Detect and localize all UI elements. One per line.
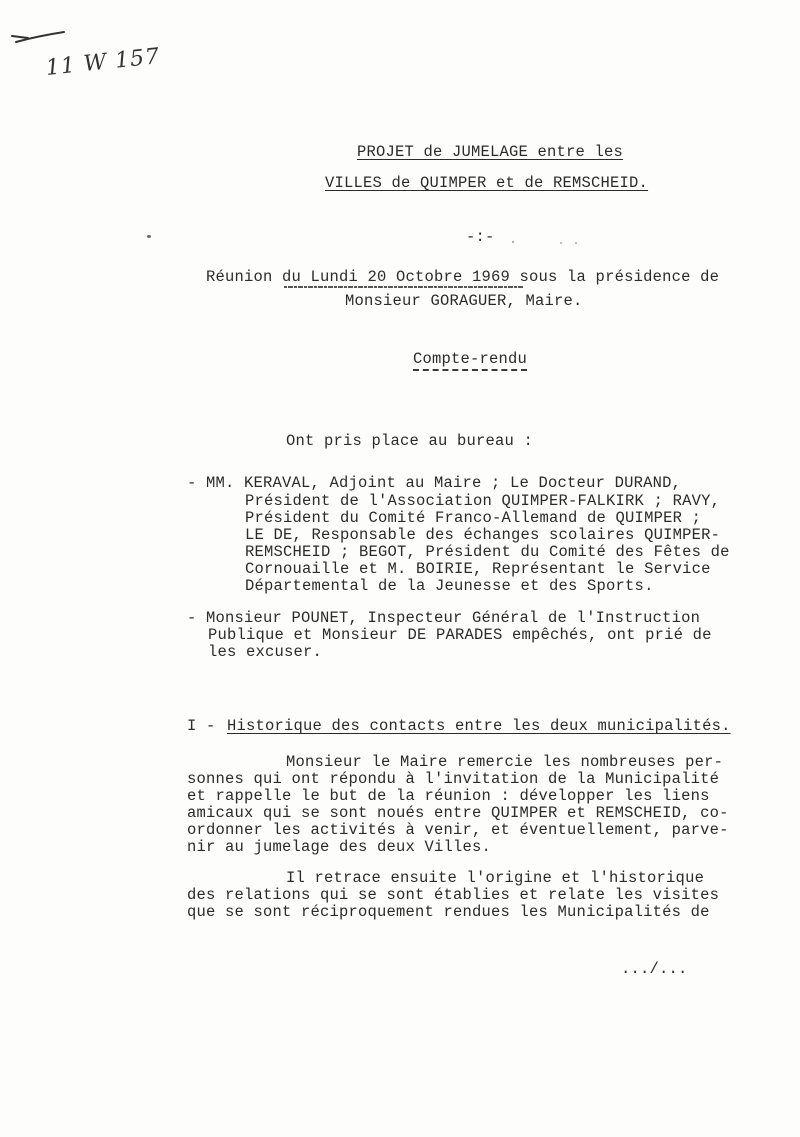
section-1-p1-line-5: ordonner les activités à venir, et éventuellement, parve- (187, 821, 729, 839)
attendees-item-2-line-2: Publique et Monsieur DE PARADES empêchés, ont prié de (208, 626, 712, 644)
meeting-line-2: Monsieur GORAGUER, Maire. (345, 292, 583, 310)
ink-speck (575, 242, 577, 244)
ink-speck (560, 242, 562, 244)
report-heading (413, 350, 527, 368)
ink-speck (512, 241, 514, 243)
continuation-mark: .../... (621, 960, 688, 978)
attendees-item-2-line-1: - Monsieur POUNET, Inspecteur Général de l'Instruction (187, 609, 701, 627)
section-1-p2-line-1: Il retrace ensuite l'origine et l'historique (286, 869, 705, 887)
separator: -:- (466, 228, 495, 246)
meeting-line-1: Réunion du Lundi 20 Octobre 1969 sous la présidence de (206, 268, 720, 286)
section-1-number: I - (187, 717, 216, 735)
ink-speck (147, 235, 151, 238)
report-heading-text: Compte-rendu (413, 350, 527, 371)
attendees-item-1-line-3: Président du Comité Franco-Allemand de QUIMPER ; (245, 509, 702, 527)
section-1-p1-line-6: nir au jumelage des deux Villes. (187, 838, 492, 856)
section-1-p1-line-2: sonnes qui ont répondu à l'invitation de la Municipalité (187, 770, 720, 788)
bureau-intro: Ont pris place au bureau : (286, 432, 534, 450)
title-line-2: VILLES de QUIMPER et de REMSCHEID. (325, 174, 649, 192)
title-line-1: PROJET de JUMELAGE entre les (357, 143, 624, 161)
attendees-item-1-line-1: - MM. KERAVAL, Adjoint au Maire ; Le Docteur DURAND, (187, 474, 682, 492)
attendees-item-1-line-5: REMSCHEID ; BEGOT, Président du Comité des Fêtes de (245, 543, 730, 561)
date-underline-mark (284, 285, 524, 289)
attendees-item-1-line-4: LE DE, Responsable des échanges scolaires QUIMPER- (245, 526, 721, 544)
attendees-item-1-line-2: Président de l'Association QUIMPER-FALKIRK ; RAVY, (245, 492, 721, 510)
section-1-heading: Historique des contacts entre les deux municipalités. (227, 717, 731, 735)
section-1-p1-line-1: Monsieur le Maire remercie les nombreuses per- (286, 753, 724, 771)
section-1-p2-line-3: que se sont réciproquement rendues les Municipalités de (187, 903, 710, 921)
attendees-item-1-line-7: Départemental de la Jeunesse et des Sports. (245, 577, 654, 595)
section-1-p2-line-2: des relations qui se sont établies et relate les visites (187, 886, 720, 904)
attendees-item-2-line-3: les excuser. (208, 643, 323, 661)
section-1-p1-line-3: et rappelle le but de la réunion : développer les liens (187, 787, 710, 805)
section-1-p1-line-4: amicaux qui se sont noués entre QUIMPER et REMSCHEID, co- (187, 804, 729, 822)
archive-reference: 11 W 157 (44, 44, 162, 81)
attendees-item-1-line-6: Cornouaille et M. BOIRIE, Représentant le Service (245, 560, 711, 578)
